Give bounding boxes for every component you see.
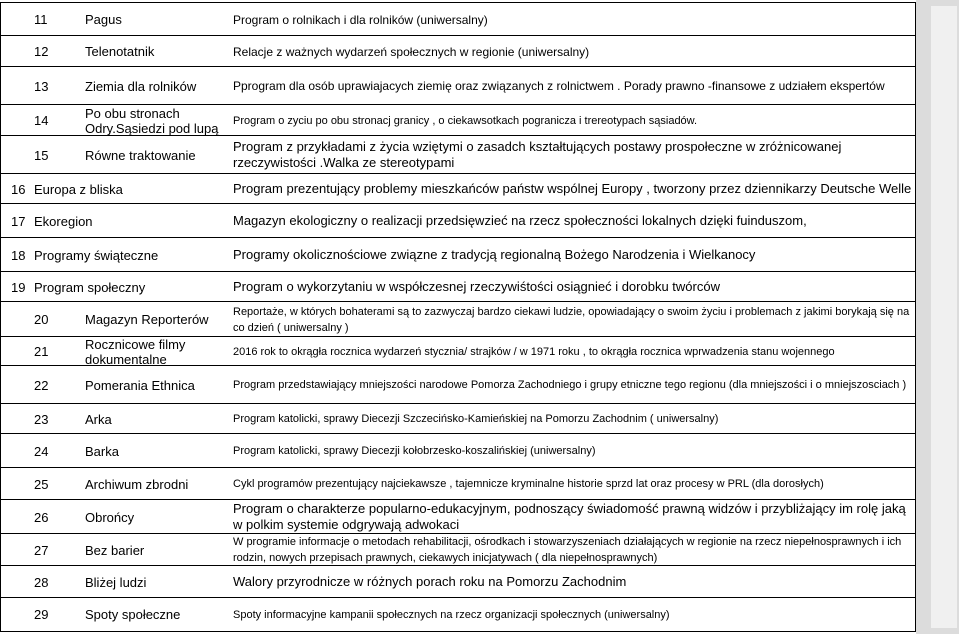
program-description: Cykl programów prezentujący najciekawsze , tajemnicze kryminalne historie sprzd lat oraz procesy w PRL (dla dorosłych) bbox=[233, 478, 824, 490]
program-description: Program o zyciu po obu stronacj granicy , o ciekawsotkach pogranicza i trereotypach sąsiadów. bbox=[233, 114, 698, 127]
row-number: 25 bbox=[34, 476, 49, 492]
program-description: Reportaże, w których bohaterami są to zazwyczaj bardzo ciekawi ludzie, opowiadający o swoim życiu i problemach z jakimi borykają się na co dzień ( uniwersalny ) bbox=[233, 305, 910, 334]
table-row bbox=[0, 499, 916, 534]
table-row bbox=[0, 565, 916, 598]
row-number: 23 bbox=[34, 411, 49, 427]
program-name: Pomerania Ethnica bbox=[85, 377, 195, 393]
side-strip-panel bbox=[931, 6, 957, 628]
program-name: Program społeczny bbox=[34, 279, 146, 295]
row-number: 21 bbox=[34, 344, 49, 359]
program-name: Europa z bliska bbox=[34, 181, 123, 197]
table-left-border bbox=[0, 2, 1, 631]
program-name: Rocznicowe filmy dokumentalne bbox=[85, 337, 186, 366]
table-row bbox=[0, 173, 916, 204]
program-description: Walory przyrodnicze w różnych porach roku na Pomorzu Zachodnim bbox=[233, 574, 627, 589]
table-row bbox=[0, 301, 916, 337]
row-number: 13 bbox=[34, 78, 49, 94]
program-description: Program o charakterze popularno-edukacyjnym, podnoszący świadomość prawną widzów i przybliżający im rolę jaką w polkim systemie odgrywają adwokaci bbox=[233, 501, 906, 532]
program-description: Program o rolnikach i dla rolników (uniwersalny) bbox=[233, 12, 488, 27]
program-description: Program prezentujący problemy mieszkańców państw wspólnej Europy , tworzony przez dziennikarzy Deutsche Welle bbox=[233, 181, 912, 196]
row-number: 12 bbox=[34, 44, 49, 59]
row-number: 19 bbox=[11, 279, 26, 295]
program-name: Ziemia dla rolników bbox=[85, 78, 197, 94]
table-row bbox=[0, 597, 916, 632]
program-description: Relacje z ważnych wydarzeń społecznych w regionie (uniwersalny) bbox=[233, 44, 590, 59]
program-description: Pprogram dla osób uprawiajacych ziemię oraz związanych z rolnictwem . Porady prawno -finansowe z udziałem ekspertów bbox=[233, 79, 885, 93]
table-row bbox=[0, 203, 916, 238]
program-name: Bez barier bbox=[85, 542, 145, 558]
table-row bbox=[0, 2, 916, 36]
table-row bbox=[0, 336, 916, 366]
program-name: Telenotatnik bbox=[85, 44, 155, 59]
program-name: Ekoregion bbox=[34, 213, 93, 229]
table-row bbox=[0, 104, 916, 136]
program-description: Program katolicki, sprawy Diecezji kołobrzesko-koszalińskiej (uniwersalny) bbox=[233, 445, 596, 457]
program-name: Po obu stronach Odry.Sąsiedzi pod lupą bbox=[85, 105, 219, 136]
program-description: Programy okolicznościowe związne z tradycją regionalną Bożego Narodzenia i Wielkanocy bbox=[233, 247, 756, 262]
row-number: 14 bbox=[34, 113, 49, 128]
table-row bbox=[0, 365, 916, 404]
row-number: 11 bbox=[34, 12, 48, 27]
row-number: 28 bbox=[34, 574, 49, 590]
table-row bbox=[0, 237, 916, 272]
program-name: Równe traktowanie bbox=[85, 147, 196, 163]
program-description: 2016 rok to okrągła rocznica wydarzeń stycznia/ strajków / w 1971 roku , to okrągła rocznica wprwadzenia stanu wojennego bbox=[233, 345, 835, 358]
table-row bbox=[0, 271, 916, 302]
table-right-border bbox=[915, 2, 916, 631]
row-number: 26 bbox=[34, 509, 49, 525]
row-number: 15 bbox=[34, 147, 49, 163]
row-number: 24 bbox=[34, 443, 49, 459]
program-description: Program katolicki, sprawy Diecezji Szczecińsko-Kamieńskiej na Pomorzu Zachodnim ( uniwersalny) bbox=[233, 413, 719, 425]
table-row bbox=[0, 403, 916, 434]
row-number: 27 bbox=[34, 542, 49, 558]
row-number: 16 bbox=[11, 181, 26, 197]
table-row bbox=[0, 35, 916, 67]
table-row bbox=[0, 433, 916, 468]
program-name: Spoty społeczne bbox=[85, 607, 181, 622]
row-number: 20 bbox=[34, 312, 49, 327]
program-name: Magazyn Reporterów bbox=[85, 312, 209, 327]
table-row bbox=[0, 66, 916, 105]
row-number: 17 bbox=[11, 213, 26, 229]
program-description: Magazyn ekologiczny o realizacji przedsięwzieć na rzecz społeczności lokalnych dzięki fuinduszom, bbox=[233, 213, 807, 228]
row-number: 18 bbox=[11, 247, 26, 263]
program-name: Archiwum zbrodni bbox=[85, 476, 189, 492]
program-description: Program o wykorzytaniu w współczesnej rzeczywiśtości osiągnieć i dorobku twórców bbox=[233, 279, 720, 294]
table-row bbox=[0, 135, 916, 174]
program-name: Pagus bbox=[85, 12, 122, 27]
program-description: Program przedstawiający mniejszości narodowe Pomorza Zachodniego i grupy etniczne tego regionu (dla mniejszości i o mniejszosciach ) bbox=[233, 379, 907, 391]
program-description: Program z przykładami z życia wziętymi o zasadch kształtujących postawy prospołeczne w zróżnicowanej rzeczywistości .Walka ze stereotypami bbox=[233, 139, 842, 170]
row-number: 29 bbox=[34, 607, 49, 622]
row-number: 22 bbox=[34, 377, 49, 393]
program-description: Spoty informacyjne kampanii społecznych na rzecz organizacji społecznych (uniwersalny) bbox=[233, 608, 670, 621]
program-description: W programie informacje o metodach rehabilitacji, ośrodkach i stowarzyszeniach działających w regionie na rzecz niepełnosprawnych i ich rodzin, nowych przepisach prawnych, ciekawych inicjatywach ( dla niepełnosprawnych) bbox=[233, 536, 902, 564]
program-name: Programy świąteczne bbox=[34, 247, 159, 263]
program-name: Arka bbox=[85, 411, 112, 427]
table-row bbox=[0, 467, 916, 500]
program-name: Bliżej ludzi bbox=[85, 574, 147, 590]
table-row bbox=[0, 533, 916, 566]
program-name: Obrońcy bbox=[85, 509, 135, 525]
program-name: Barka bbox=[85, 443, 119, 459]
